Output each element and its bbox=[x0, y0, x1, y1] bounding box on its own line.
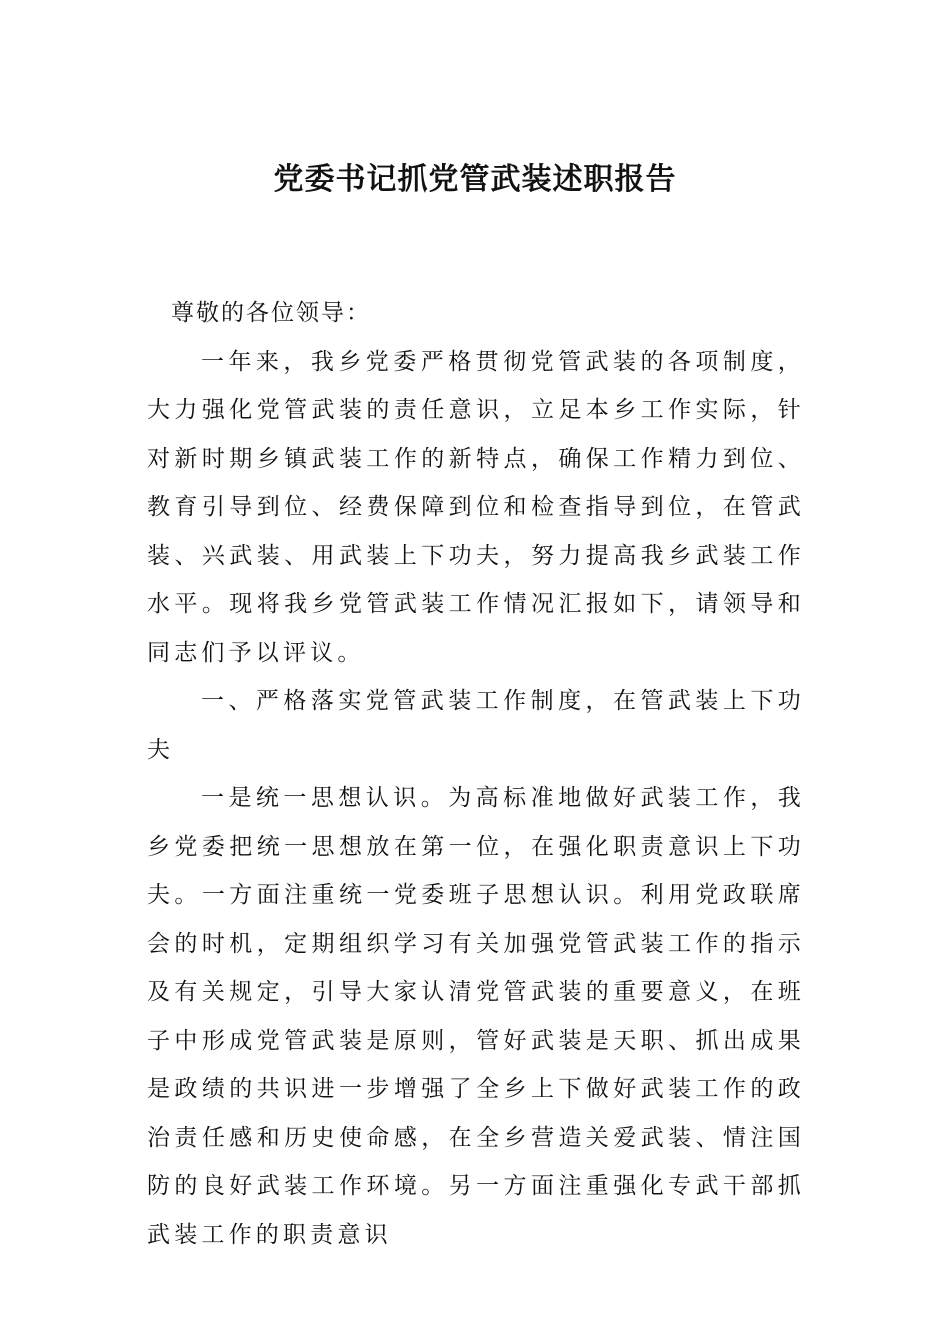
paragraph-unify-thinking: 一是统一思想认识。为高标准地做好武装工作，我乡党委把统一思想放在第一位，在强化职责意识上下功夫。一方面注重统一党委班子思想认识。利用党政联席会的时机，定期组织学习有关加强党管武装工作的指示及有关规定，引导大家认清党管武装的重要意义，在班子中形成党管武装是原则，管好武装是天职、抓出成果是政绩的共识进一步增强了全乡上下做好武装工作的政治责任感和历史使命感，在全乡营造关爱武装、情注国防的良好武装工作环境。另一方面注重强化专武干部抓武装工作的职责意识 bbox=[147, 785, 805, 1248]
paragraph-intro: 一年来，我乡党委严格贯彻党管武装的各项制度，大力强化党管武装的责任意识，立足本乡工作实际，针对新时期乡镇武装工作的新特点，确保工作精力到位、教育引导到位、经费保障到位和检查指导到位，在管武装、兴武装、用武装上下功夫，努力提高我乡武装工作水平。现将我乡党管武装工作情况汇报如下，请领导和同志们予以评议。 bbox=[147, 348, 805, 666]
section-heading-1: 一、严格落实党管武装工作制度，在管武装上下功夫 bbox=[147, 688, 805, 763]
document-body bbox=[147, 289, 805, 1259]
document-title: 党委书记抓党管武装述职报告 bbox=[273, 162, 677, 197]
salutation: 尊敬的各位领导： bbox=[171, 300, 371, 326]
